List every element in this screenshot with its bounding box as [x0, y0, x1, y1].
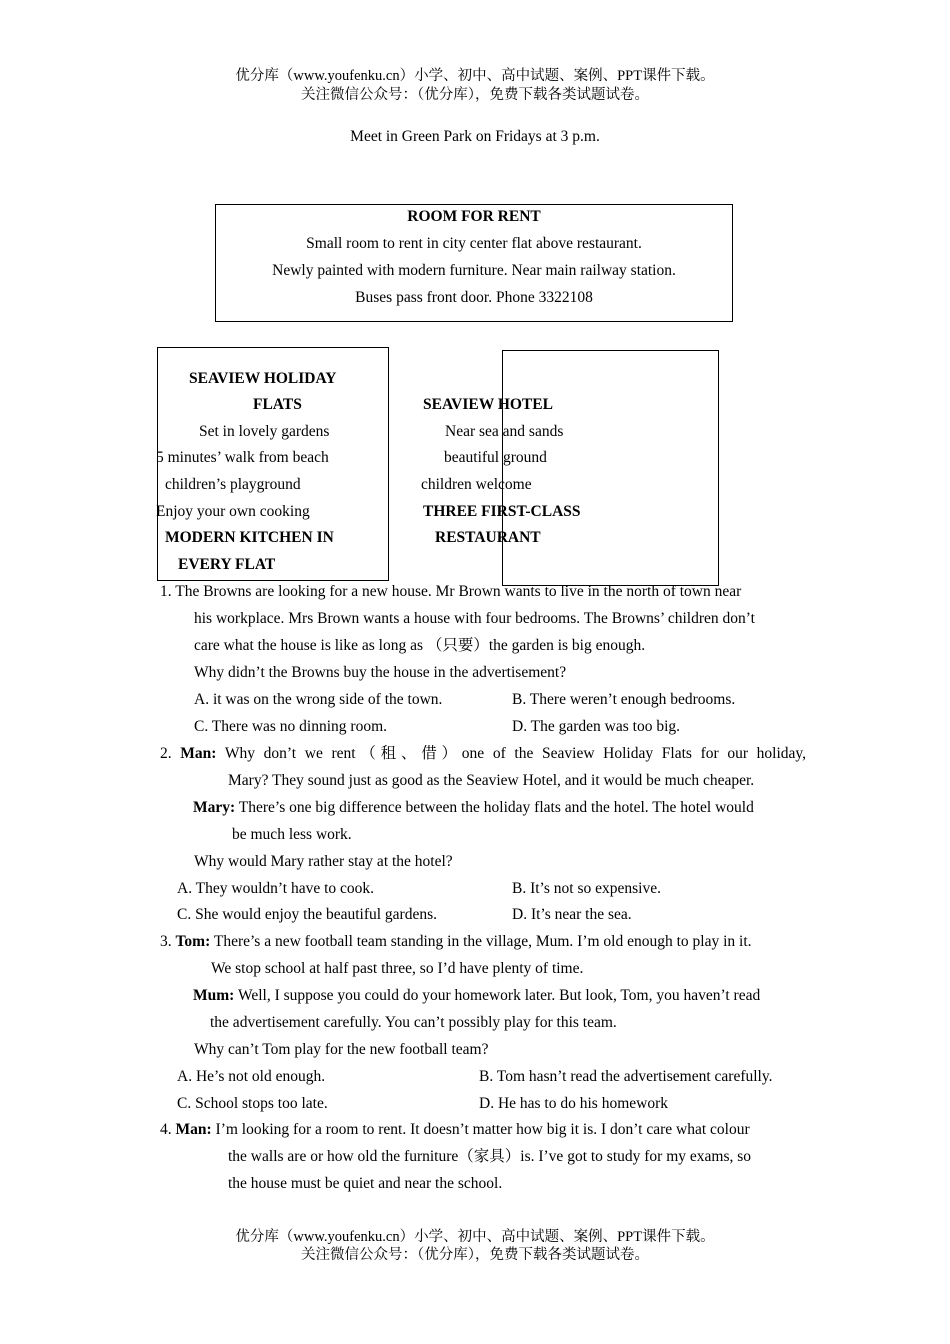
- q2-speaker-man: Man:: [180, 745, 217, 762]
- hotel-title: SEAVIEW HOTEL: [423, 396, 553, 413]
- q2-option-d: D. It’s near the sea.: [512, 906, 632, 923]
- flats-line: Enjoy your own cooking: [156, 503, 310, 520]
- q1-option-c: C. There was no dinning room.: [194, 718, 388, 735]
- q4-text: I’m looking for a room to rent. It doesn’t matter how big it is. I don’t care what colour: [215, 1121, 750, 1138]
- flats-line-bold: EVERY FLAT: [178, 556, 276, 573]
- q3-line-1: [160, 928, 752, 955]
- q3-speaker-tom: Tom:: [175, 933, 211, 950]
- q4-number: 4.: [160, 1121, 172, 1138]
- q3-text: There’s a new football team standing in the village, Mum. I’m old enough to play in it.: [213, 933, 752, 950]
- q1-option-b: B. There weren’t enough bedrooms.: [512, 691, 736, 708]
- q1-option-d: D. The garden was too big.: [512, 718, 681, 735]
- hotel-line: Near sea and sands: [445, 423, 564, 440]
- q2-option-c: C. She would enjoy the beautiful gardens.: [177, 906, 438, 923]
- q3-option-c: C. School stops too late.: [177, 1095, 328, 1112]
- q3-text: We stop school at half past three, so I’d have plenty of time.: [211, 960, 584, 977]
- flats-line: children’s playground: [165, 476, 301, 493]
- hotel-line: children welcome: [421, 476, 532, 493]
- q4-text: the house must be quiet and near the school.: [228, 1175, 503, 1192]
- room-ad-line: Newly painted with modern furniture. Near main railway station.: [272, 262, 676, 279]
- hotel-line-bold: THREE FIRST-CLASS: [423, 503, 581, 520]
- q1-text: 1. The Browns are looking for a new house. Mr Brown wants to live in the north of town near: [160, 583, 742, 600]
- q3-number: 3.: [160, 933, 172, 950]
- footer-line-1: 优分库（www.youfenku.cn）小学、初中、高中试题、案例、PPT课件下载。: [235, 1229, 715, 1245]
- q4-line-1: [160, 1116, 750, 1143]
- q3-speaker-mum: Mum:: [193, 987, 235, 1004]
- q3-text: Well, I suppose you could do your homework later. But look, Tom, you haven’t read: [237, 987, 761, 1004]
- hotel-line-bold: RESTAURANT: [435, 529, 541, 546]
- room-ad-title: ROOM FOR RENT: [407, 208, 541, 225]
- q2-text: Why don’t we rent（租、借）one of the Seaview Holiday Flats for our holiday,: [224, 745, 807, 762]
- hotel-line: beautiful ground: [444, 449, 547, 466]
- flats-title-1: SEAVIEW HOLIDAY: [189, 370, 337, 387]
- header-line-1: 优分库（www.youfenku.cn）小学、初中、高中试题、案例、PPT课件下载。: [235, 68, 715, 84]
- q3-question: Why can’t Tom play for the new football team?: [194, 1041, 489, 1058]
- q2-line-1: [160, 740, 806, 767]
- q2-option-b: B. It’s not so expensive.: [512, 880, 661, 897]
- q3-text: the advertisement carefully. You can’t possibly play for this team.: [210, 1014, 617, 1031]
- q2-number: 2.: [160, 745, 172, 762]
- room-ad-line: Small room to rent in city center flat above restaurant.: [306, 235, 642, 252]
- q2-text: There’s one big difference between the holiday flats and the hotel. The hotel would: [238, 799, 754, 816]
- flats-title-2: FLATS: [253, 396, 302, 413]
- q2-speaker-mary: Mary:: [193, 799, 236, 816]
- q1-text: his workplace. Mrs Brown wants a house with four bedrooms. The Browns’ children don’t: [194, 610, 755, 627]
- q4-speaker-man: Man:: [175, 1121, 212, 1138]
- q3-line-3: [193, 982, 760, 1009]
- flats-line-bold: MODERN KITCHEN IN: [165, 529, 334, 546]
- q3-option-b: B. Tom hasn’t read the advertisement carefully.: [479, 1068, 773, 1085]
- footer-line-2: 关注微信公众号：（优分库），免费下载各类试题试卷。: [301, 1247, 649, 1263]
- room-ad-line: Buses pass front door. Phone 3322108: [355, 289, 593, 306]
- q2-option-a: A. They wouldn’t have to cook.: [177, 880, 375, 897]
- q3-option-d: D. He has to do his homework: [479, 1095, 668, 1112]
- q2-line-3: [193, 794, 754, 821]
- header-line-2: 关注微信公众号：（优分库），免费下载各类试题试卷。: [301, 87, 649, 103]
- q2-question: Why would Mary rather stay at the hotel?: [194, 853, 453, 870]
- q3-option-a: A. He’s not old enough.: [177, 1068, 326, 1085]
- flats-line: 5 minutes’ walk from beach: [156, 449, 329, 466]
- q1-option-a: A. it was on the wrong side of the town.: [194, 691, 443, 708]
- q2-text: Mary? They sound just as good as the Seaview Hotel, and it would be much cheaper.: [228, 772, 755, 789]
- q1-text: care what the house is like as long as （只要）the garden is big enough.: [194, 637, 646, 654]
- q1-question: Why didn’t the Browns buy the house in the advertisement?: [194, 664, 567, 681]
- q4-text: the walls are or how old the furniture（家具）is. I’ve got to study for my exams, so: [228, 1148, 752, 1165]
- meet-ad-text: Meet in Green Park on Fridays at 3 p.m.: [350, 128, 600, 145]
- q2-text: be much less work.: [232, 826, 352, 843]
- flats-line: Set in lovely gardens: [199, 423, 330, 440]
